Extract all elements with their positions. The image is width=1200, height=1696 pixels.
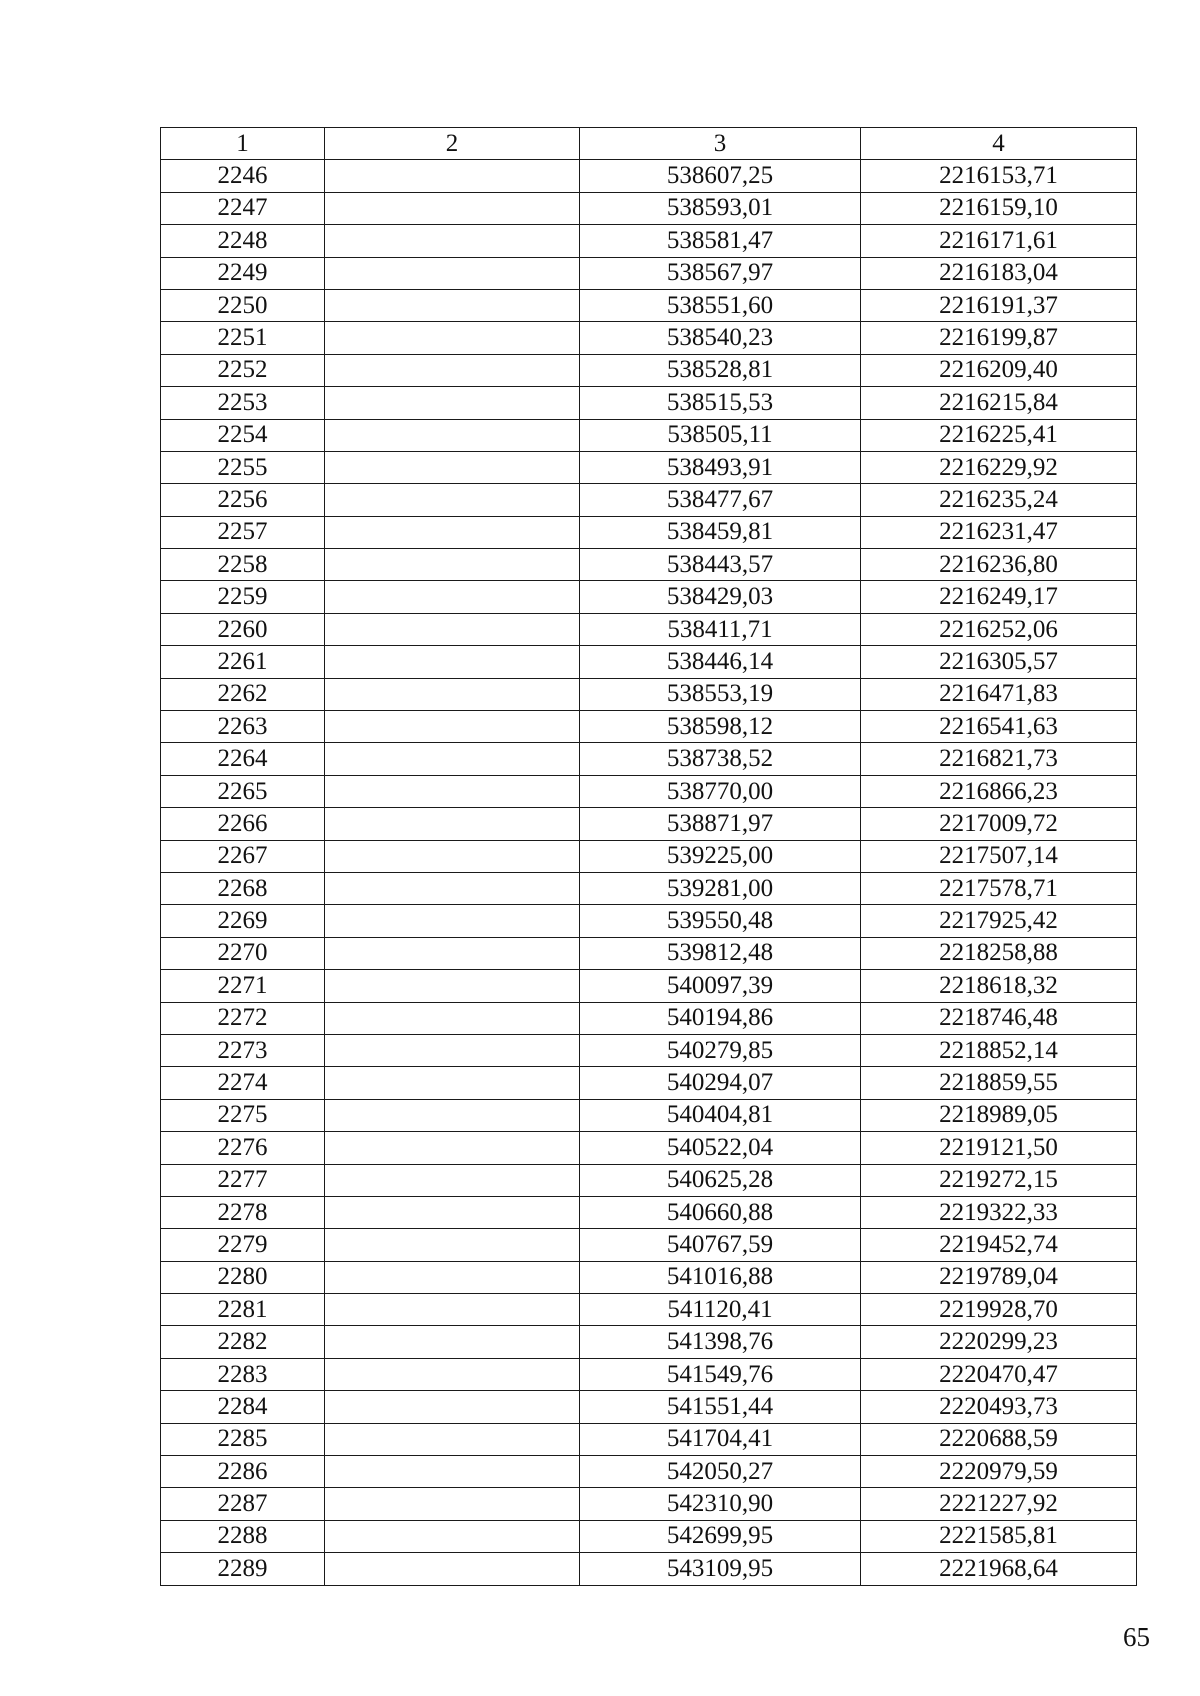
description-cell (325, 1294, 580, 1326)
y-coordinate-cell: 2216866,23 (861, 775, 1137, 807)
description-cell (325, 1358, 580, 1390)
table-row (161, 516, 1137, 548)
x-coordinate-cell: 538515,53 (580, 387, 861, 419)
y-coordinate-cell: 2221227,92 (861, 1488, 1137, 1520)
y-coordinate-cell: 2220979,59 (861, 1456, 1137, 1488)
point-number-cell: 2258 (161, 549, 325, 581)
point-number-cell: 2273 (161, 1034, 325, 1066)
point-number-cell: 2279 (161, 1229, 325, 1261)
point-number-cell: 2253 (161, 387, 325, 419)
description-cell (325, 678, 580, 710)
table-row (161, 419, 1137, 451)
point-number-cell: 2282 (161, 1326, 325, 1358)
y-coordinate-cell: 2220470,47 (861, 1358, 1137, 1390)
description-cell (325, 613, 580, 645)
x-coordinate-cell: 538493,91 (580, 451, 861, 483)
table-row (161, 1034, 1137, 1066)
description-cell (325, 1164, 580, 1196)
column-header-3: 3 (580, 128, 861, 160)
description-cell (325, 1034, 580, 1066)
description-cell (325, 581, 580, 613)
table-row (161, 192, 1137, 224)
x-coordinate-cell: 540294,07 (580, 1067, 861, 1099)
description-cell (325, 1132, 580, 1164)
description-cell (325, 711, 580, 743)
description-cell (325, 484, 580, 516)
table-row (161, 1553, 1137, 1585)
description-cell (325, 516, 580, 548)
point-number-cell: 2254 (161, 419, 325, 451)
point-number-cell: 2284 (161, 1391, 325, 1423)
table-row (161, 354, 1137, 386)
column-header-4: 4 (861, 128, 1137, 160)
table-row (161, 743, 1137, 775)
point-number-cell: 2288 (161, 1520, 325, 1552)
y-coordinate-cell: 2219789,04 (861, 1261, 1137, 1293)
description-cell (325, 872, 580, 904)
point-number-cell: 2246 (161, 160, 325, 192)
x-coordinate-cell: 541398,76 (580, 1326, 861, 1358)
point-number-cell: 2275 (161, 1099, 325, 1131)
table-row (161, 613, 1137, 645)
point-number-cell: 2269 (161, 905, 325, 937)
description-cell (325, 1423, 580, 1455)
x-coordinate-cell: 538443,57 (580, 549, 861, 581)
description-cell (325, 1488, 580, 1520)
table-row (161, 225, 1137, 257)
x-coordinate-cell: 540279,85 (580, 1034, 861, 1066)
table-row (161, 970, 1137, 1002)
x-coordinate-cell: 539812,48 (580, 937, 861, 969)
table-row (161, 1261, 1137, 1293)
x-coordinate-cell: 540522,04 (580, 1132, 861, 1164)
point-number-cell: 2263 (161, 711, 325, 743)
point-number-cell: 2250 (161, 289, 325, 321)
description-cell (325, 1261, 580, 1293)
y-coordinate-cell: 2219121,50 (861, 1132, 1137, 1164)
point-number-cell: 2272 (161, 1002, 325, 1034)
description-cell (325, 775, 580, 807)
point-number-cell: 2274 (161, 1067, 325, 1099)
x-coordinate-cell: 541120,41 (580, 1294, 861, 1326)
table-row (161, 1294, 1137, 1326)
x-coordinate-cell: 541551,44 (580, 1391, 861, 1423)
table-row (161, 1067, 1137, 1099)
description-cell (325, 743, 580, 775)
description-cell (325, 1067, 580, 1099)
description-cell (325, 387, 580, 419)
description-cell (325, 840, 580, 872)
y-coordinate-cell: 2216183,04 (861, 257, 1137, 289)
y-coordinate-cell: 2216153,71 (861, 160, 1137, 192)
table-row (161, 1196, 1137, 1228)
description-cell (325, 289, 580, 321)
point-number-cell: 2270 (161, 937, 325, 969)
point-number-cell: 2278 (161, 1196, 325, 1228)
x-coordinate-cell: 540767,59 (580, 1229, 861, 1261)
table-row (161, 1423, 1137, 1455)
x-coordinate-cell: 538528,81 (580, 354, 861, 386)
point-number-cell: 2266 (161, 808, 325, 840)
y-coordinate-cell: 2216209,40 (861, 354, 1137, 386)
table-row (161, 322, 1137, 354)
x-coordinate-cell: 542050,27 (580, 1456, 861, 1488)
x-coordinate-cell: 542699,95 (580, 1520, 861, 1552)
y-coordinate-cell: 2218746,48 (861, 1002, 1137, 1034)
x-coordinate-cell: 538553,19 (580, 678, 861, 710)
table-row (161, 840, 1137, 872)
description-cell (325, 1196, 580, 1228)
table-row (161, 1358, 1137, 1390)
y-coordinate-cell: 2216252,06 (861, 613, 1137, 645)
column-header-1: 1 (161, 128, 325, 160)
point-number-cell: 2271 (161, 970, 325, 1002)
point-number-cell: 2257 (161, 516, 325, 548)
table-row (161, 1326, 1137, 1358)
y-coordinate-cell: 2216235,24 (861, 484, 1137, 516)
x-coordinate-cell: 540404,81 (580, 1099, 861, 1131)
y-coordinate-cell: 2216199,87 (861, 322, 1137, 354)
y-coordinate-cell: 2216229,92 (861, 451, 1137, 483)
y-coordinate-cell: 2217578,71 (861, 872, 1137, 904)
x-coordinate-cell: 538738,52 (580, 743, 861, 775)
page-number: 65 (1123, 1622, 1150, 1652)
x-coordinate-cell: 541704,41 (580, 1423, 861, 1455)
x-coordinate-cell: 541016,88 (580, 1261, 861, 1293)
table-row (161, 1132, 1137, 1164)
y-coordinate-cell: 2216159,10 (861, 192, 1137, 224)
table-row (161, 905, 1137, 937)
point-number-cell: 2281 (161, 1294, 325, 1326)
x-coordinate-cell: 538598,12 (580, 711, 861, 743)
y-coordinate-cell: 2217507,14 (861, 840, 1137, 872)
x-coordinate-cell: 538477,67 (580, 484, 861, 516)
point-number-cell: 2252 (161, 354, 325, 386)
x-coordinate-cell: 538429,03 (580, 581, 861, 613)
description-cell (325, 225, 580, 257)
y-coordinate-cell: 2218618,32 (861, 970, 1137, 1002)
y-coordinate-cell: 2216231,47 (861, 516, 1137, 548)
table-row (161, 1391, 1137, 1423)
x-coordinate-cell: 538459,81 (580, 516, 861, 548)
table-row (161, 1229, 1137, 1261)
x-coordinate-cell: 540097,39 (580, 970, 861, 1002)
table-row (161, 1002, 1137, 1034)
table-row (161, 937, 1137, 969)
point-number-cell: 2248 (161, 225, 325, 257)
table-row (161, 160, 1137, 192)
table-row (161, 808, 1137, 840)
description-cell (325, 905, 580, 937)
table-row (161, 678, 1137, 710)
x-coordinate-cell: 538581,47 (580, 225, 861, 257)
table-row (161, 1456, 1137, 1488)
coordinates-table (160, 127, 1137, 1586)
x-coordinate-cell: 538411,71 (580, 613, 861, 645)
y-coordinate-cell: 2218852,14 (861, 1034, 1137, 1066)
point-number-cell: 2264 (161, 743, 325, 775)
description-cell (325, 322, 580, 354)
description-cell (325, 937, 580, 969)
point-number-cell: 2289 (161, 1553, 325, 1585)
x-coordinate-cell: 539225,00 (580, 840, 861, 872)
x-coordinate-cell: 540660,88 (580, 1196, 861, 1228)
point-number-cell: 2259 (161, 581, 325, 613)
description-cell (325, 257, 580, 289)
description-cell (325, 419, 580, 451)
point-number-cell: 2287 (161, 1488, 325, 1520)
point-number-cell: 2249 (161, 257, 325, 289)
x-coordinate-cell: 538567,97 (580, 257, 861, 289)
point-number-cell: 2251 (161, 322, 325, 354)
table-row (161, 1488, 1137, 1520)
table-row (161, 549, 1137, 581)
y-coordinate-cell: 2219272,15 (861, 1164, 1137, 1196)
y-coordinate-cell: 2216471,83 (861, 678, 1137, 710)
description-cell (325, 160, 580, 192)
y-coordinate-cell: 2219322,33 (861, 1196, 1137, 1228)
table-row (161, 581, 1137, 613)
header-row (161, 128, 1137, 160)
description-cell (325, 549, 580, 581)
x-coordinate-cell: 538540,23 (580, 322, 861, 354)
y-coordinate-cell: 2220299,23 (861, 1326, 1137, 1358)
point-number-cell: 2276 (161, 1132, 325, 1164)
description-cell (325, 192, 580, 224)
y-coordinate-cell: 2221585,81 (861, 1520, 1137, 1552)
point-number-cell: 2280 (161, 1261, 325, 1293)
y-coordinate-cell: 2219452,74 (861, 1229, 1137, 1261)
y-coordinate-cell: 2216236,80 (861, 549, 1137, 581)
x-coordinate-cell: 542310,90 (580, 1488, 861, 1520)
table-row (161, 484, 1137, 516)
description-cell (325, 354, 580, 386)
x-coordinate-cell: 538593,01 (580, 192, 861, 224)
point-number-cell: 2283 (161, 1358, 325, 1390)
point-number-cell: 2260 (161, 613, 325, 645)
description-cell (325, 808, 580, 840)
point-number-cell: 2277 (161, 1164, 325, 1196)
table-row (161, 289, 1137, 321)
description-cell (325, 451, 580, 483)
description-cell (325, 970, 580, 1002)
y-coordinate-cell: 2216215,84 (861, 387, 1137, 419)
table-row (161, 711, 1137, 743)
x-coordinate-cell: 540625,28 (580, 1164, 861, 1196)
x-coordinate-cell: 539550,48 (580, 905, 861, 937)
table-row (161, 387, 1137, 419)
x-coordinate-cell: 538551,60 (580, 289, 861, 321)
point-number-cell: 2256 (161, 484, 325, 516)
y-coordinate-cell: 2221968,64 (861, 1553, 1137, 1585)
x-coordinate-cell: 538770,00 (580, 775, 861, 807)
table-row (161, 775, 1137, 807)
point-number-cell: 2247 (161, 192, 325, 224)
description-cell (325, 1553, 580, 1585)
y-coordinate-cell: 2216541,63 (861, 711, 1137, 743)
table-row (161, 1164, 1137, 1196)
description-cell (325, 1456, 580, 1488)
point-number-cell: 2285 (161, 1423, 325, 1455)
column-header-2: 2 (325, 128, 580, 160)
y-coordinate-cell: 2220688,59 (861, 1423, 1137, 1455)
description-cell (325, 1229, 580, 1261)
x-coordinate-cell: 540194,86 (580, 1002, 861, 1034)
table-row (161, 1099, 1137, 1131)
y-coordinate-cell: 2218258,88 (861, 937, 1137, 969)
table-row (161, 451, 1137, 483)
point-number-cell: 2265 (161, 775, 325, 807)
y-coordinate-cell: 2219928,70 (861, 1294, 1137, 1326)
y-coordinate-cell: 2217009,72 (861, 808, 1137, 840)
description-cell (325, 646, 580, 678)
y-coordinate-cell: 2216305,57 (861, 646, 1137, 678)
description-cell (325, 1520, 580, 1552)
point-number-cell: 2261 (161, 646, 325, 678)
description-cell (325, 1099, 580, 1131)
x-coordinate-cell: 539281,00 (580, 872, 861, 904)
x-coordinate-cell: 541549,76 (580, 1358, 861, 1390)
point-number-cell: 2268 (161, 872, 325, 904)
y-coordinate-cell: 2216171,61 (861, 225, 1137, 257)
y-coordinate-cell: 2218989,05 (861, 1099, 1137, 1131)
table-body (161, 160, 1137, 1585)
y-coordinate-cell: 2216225,41 (861, 419, 1137, 451)
x-coordinate-cell: 538446,14 (580, 646, 861, 678)
x-coordinate-cell: 538607,25 (580, 160, 861, 192)
table-row (161, 872, 1137, 904)
y-coordinate-cell: 2216821,73 (861, 743, 1137, 775)
description-cell (325, 1391, 580, 1423)
point-number-cell: 2267 (161, 840, 325, 872)
y-coordinate-cell: 2217925,42 (861, 905, 1137, 937)
description-cell (325, 1002, 580, 1034)
point-number-cell: 2255 (161, 451, 325, 483)
table-row (161, 257, 1137, 289)
y-coordinate-cell: 2218859,55 (861, 1067, 1137, 1099)
x-coordinate-cell: 538505,11 (580, 419, 861, 451)
y-coordinate-cell: 2216191,37 (861, 289, 1137, 321)
y-coordinate-cell: 2220493,73 (861, 1391, 1137, 1423)
point-number-cell: 2262 (161, 678, 325, 710)
x-coordinate-cell: 543109,95 (580, 1553, 861, 1585)
table-row (161, 1520, 1137, 1552)
x-coordinate-cell: 538871,97 (580, 808, 861, 840)
point-number-cell: 2286 (161, 1456, 325, 1488)
table-row (161, 646, 1137, 678)
description-cell (325, 1326, 580, 1358)
y-coordinate-cell: 2216249,17 (861, 581, 1137, 613)
